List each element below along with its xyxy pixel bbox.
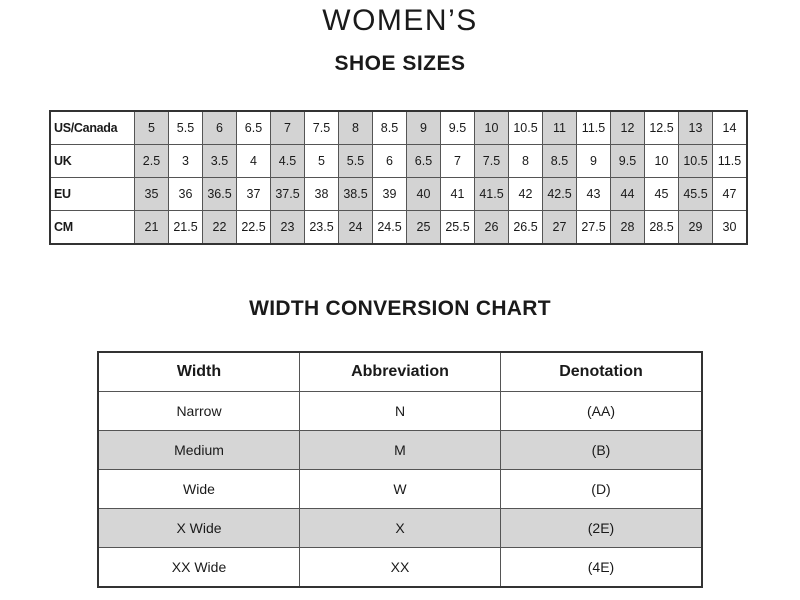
size-cell: 14: [713, 111, 748, 145]
size-cell: 40: [407, 178, 441, 211]
size-cell: 6.5: [407, 145, 441, 178]
denotation-cell: (D): [501, 470, 703, 509]
page-title: WOMEN’S: [322, 4, 478, 37]
denotation-cell: (4E): [501, 548, 703, 588]
width-cell: Wide: [98, 470, 300, 509]
size-cell: 39: [373, 178, 407, 211]
size-cell: 37.5: [271, 178, 305, 211]
size-row-eu: [50, 178, 747, 211]
width-table-header-row: [98, 352, 702, 392]
width-table-row: [98, 509, 702, 548]
size-cell: 38: [305, 178, 339, 211]
width-table-row: [98, 548, 702, 588]
size-cell: 27: [543, 211, 577, 245]
size-row-label: EU: [50, 178, 135, 211]
width-table-row: [98, 392, 702, 431]
size-cell: 5.5: [339, 145, 373, 178]
width-cell: XX Wide: [98, 548, 300, 588]
size-cell: 10: [645, 145, 679, 178]
width-table-row: [98, 470, 702, 509]
size-cell: 8: [339, 111, 373, 145]
size-cell: 22: [203, 211, 237, 245]
size-cell: 26.5: [509, 211, 543, 245]
size-cell: 25.5: [441, 211, 475, 245]
size-cell: 5: [135, 111, 169, 145]
denotation-cell: (AA): [501, 392, 703, 431]
size-cell: 7.5: [305, 111, 339, 145]
size-cell: 25: [407, 211, 441, 245]
size-cell: 24.5: [373, 211, 407, 245]
size-cell: 41: [441, 178, 475, 211]
size-row-label: UK: [50, 145, 135, 178]
size-cell: 24: [339, 211, 373, 245]
size-cell: 38.5: [339, 178, 373, 211]
size-cell: 4.5: [271, 145, 305, 178]
size-cell: 12: [611, 111, 645, 145]
abbreviation-cell: W: [300, 470, 501, 509]
size-cell: 21: [135, 211, 169, 245]
size-cell: 8.5: [543, 145, 577, 178]
size-cell: 23.5: [305, 211, 339, 245]
size-cell: 9.5: [611, 145, 645, 178]
size-cell: 28.5: [645, 211, 679, 245]
size-row-cm: [50, 211, 747, 245]
size-cell: 35: [135, 178, 169, 211]
size-cell: 30: [713, 211, 748, 245]
size-cell: 26: [475, 211, 509, 245]
size-cell: 45.5: [679, 178, 713, 211]
size-cell: 42: [509, 178, 543, 211]
size-cell: 9: [407, 111, 441, 145]
size-cell: 27.5: [577, 211, 611, 245]
abbreviation-cell: XX: [300, 548, 501, 588]
size-cell: 43: [577, 178, 611, 211]
size-cell: 13: [679, 111, 713, 145]
size-cell: 44: [611, 178, 645, 211]
size-cell: 6: [203, 111, 237, 145]
size-row-label: CM: [50, 211, 135, 245]
width-cell: X Wide: [98, 509, 300, 548]
size-cell: 3.5: [203, 145, 237, 178]
size-cell: 10.5: [679, 145, 713, 178]
size-cell: 9: [577, 145, 611, 178]
denotation-header: Denotation: [501, 352, 703, 392]
size-cell: 45: [645, 178, 679, 211]
size-cell: 11: [543, 111, 577, 145]
size-cell: 12.5: [645, 111, 679, 145]
size-cell: 7: [441, 145, 475, 178]
abbreviation-cell: N: [300, 392, 501, 431]
size-cell: 9.5: [441, 111, 475, 145]
size-cell: 6.5: [237, 111, 271, 145]
size-cell: 36: [169, 178, 203, 211]
width-chart-title: WIDTH CONVERSION CHART: [249, 297, 551, 320]
size-cell: 29: [679, 211, 713, 245]
abbreviation-cell: X: [300, 509, 501, 548]
size-cell: 10.5: [509, 111, 543, 145]
size-cell: 36.5: [203, 178, 237, 211]
size-cell: 22.5: [237, 211, 271, 245]
size-cell: 7: [271, 111, 305, 145]
abbreviation-header: Abbreviation: [300, 352, 501, 392]
width-cell: Medium: [98, 431, 300, 470]
denotation-cell: (B): [501, 431, 703, 470]
size-row-us-canada: [50, 111, 747, 145]
size-cell: 7.5: [475, 145, 509, 178]
size-cell: 10: [475, 111, 509, 145]
size-cell: 8: [509, 145, 543, 178]
size-cell: 21.5: [169, 211, 203, 245]
size-cell: 23: [271, 211, 305, 245]
size-cell: 41.5: [475, 178, 509, 211]
shoe-size-table: [49, 110, 748, 245]
size-cell: 42.5: [543, 178, 577, 211]
abbreviation-cell: M: [300, 431, 501, 470]
size-cell: 28: [611, 211, 645, 245]
size-cell: 47: [713, 178, 748, 211]
width-cell: Narrow: [98, 392, 300, 431]
size-cell: 4: [237, 145, 271, 178]
size-row-uk: [50, 145, 747, 178]
size-cell: 11.5: [577, 111, 611, 145]
size-cell: 2.5: [135, 145, 169, 178]
size-cell: 37: [237, 178, 271, 211]
size-cell: 8.5: [373, 111, 407, 145]
width-conversion-table: [97, 351, 703, 588]
size-cell: 6: [373, 145, 407, 178]
size-cell: 3: [169, 145, 203, 178]
denotation-cell: (2E): [501, 509, 703, 548]
size-cell: 5: [305, 145, 339, 178]
width-header: Width: [98, 352, 300, 392]
size-cell: 5.5: [169, 111, 203, 145]
size-cell: 11.5: [713, 145, 748, 178]
page-subtitle: SHOE SIZES: [334, 52, 466, 75]
width-table-row: [98, 431, 702, 470]
size-row-label: US/Canada: [50, 111, 135, 145]
